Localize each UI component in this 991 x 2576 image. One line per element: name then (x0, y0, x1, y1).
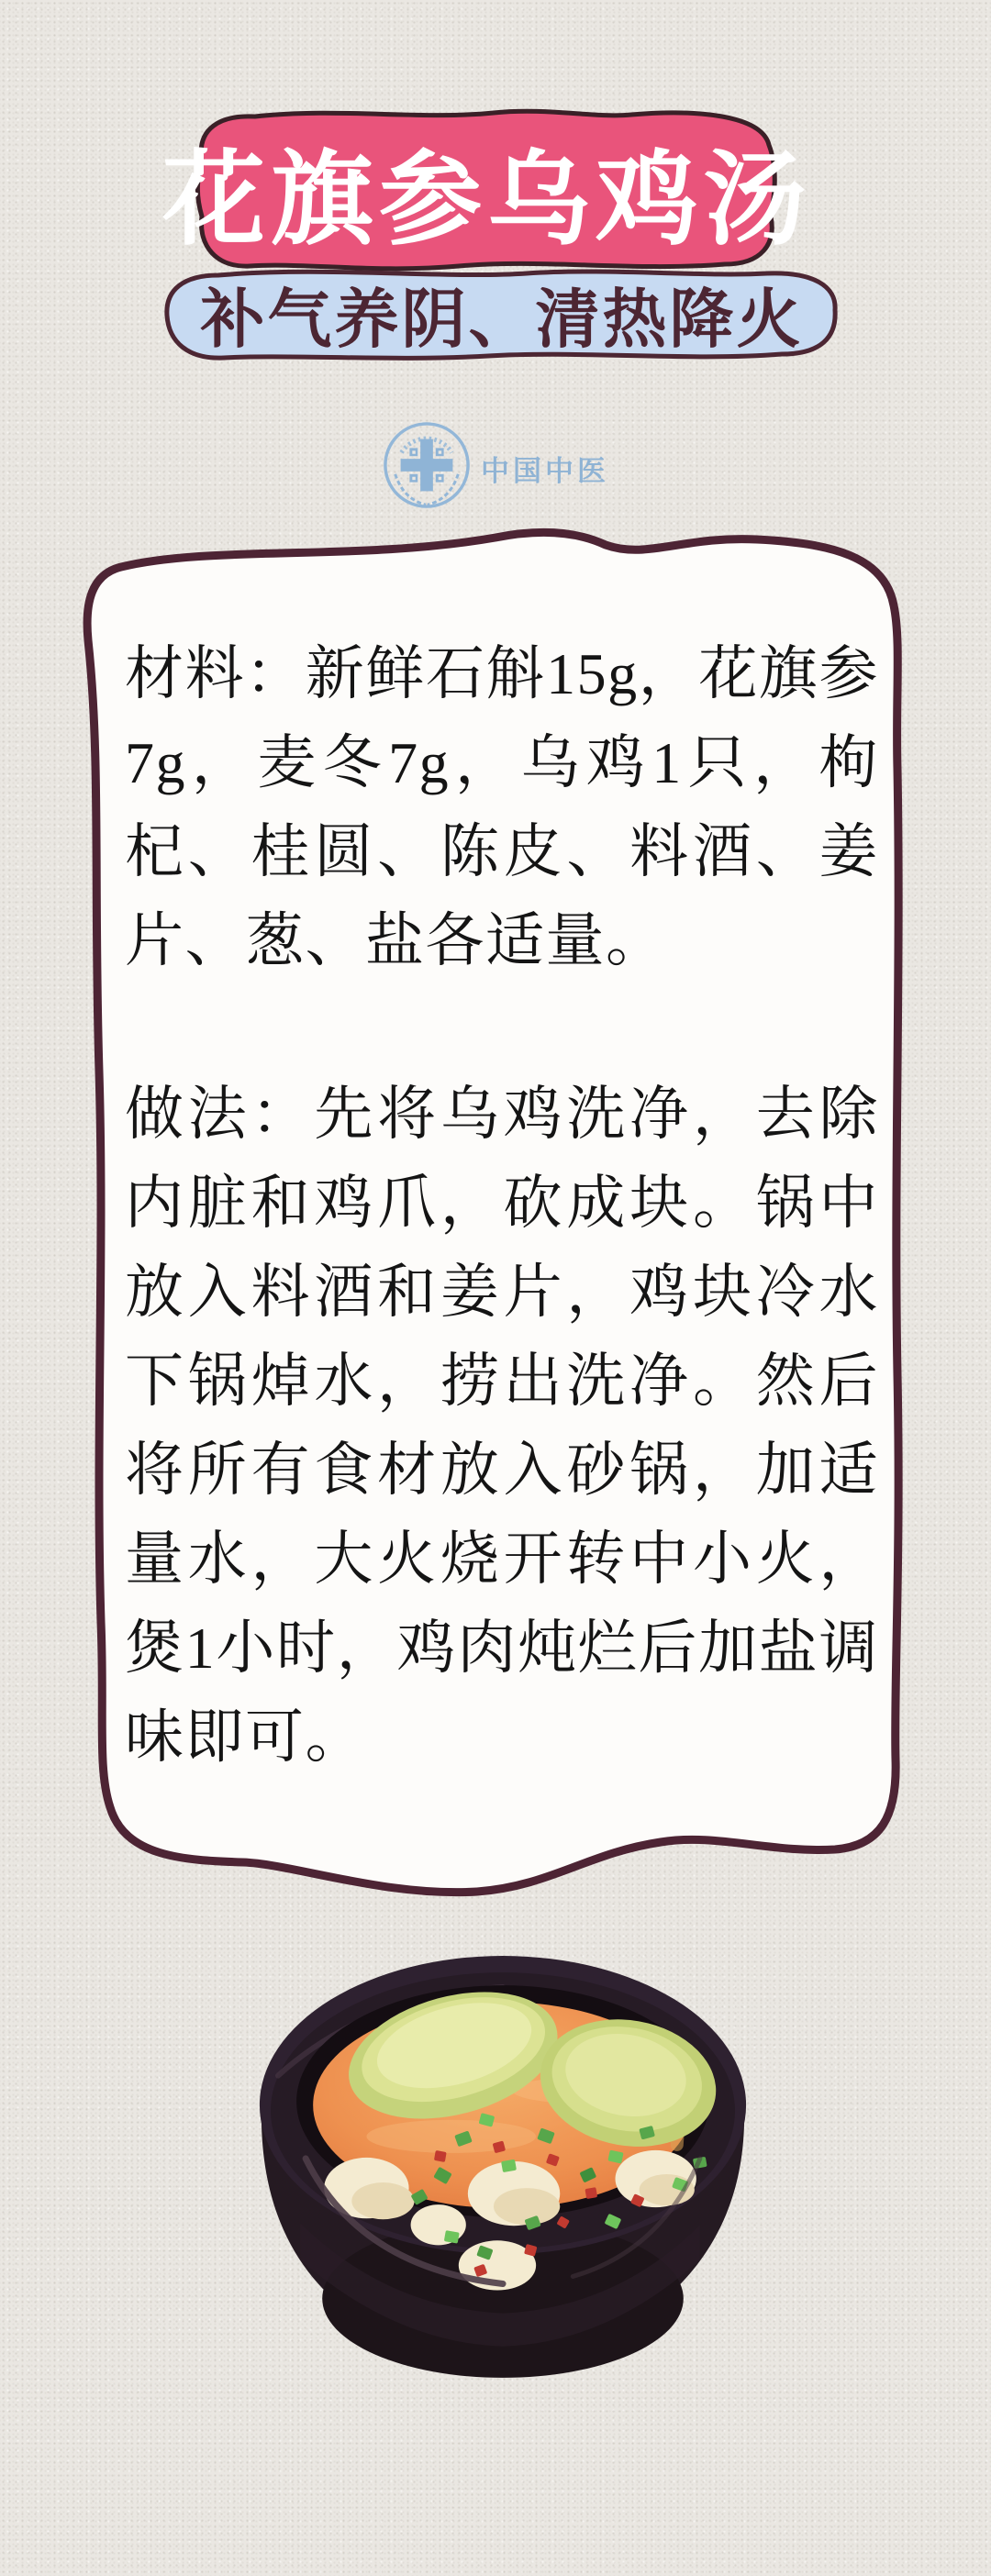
steps-text: 做法：先将乌鸡洗净，去除内脏和鸡爪，砍成块。锅中放入料酒和姜片，鸡块冷水下锅焯水，捞出洗净。然后将所有食材放入砂锅，加适量水，大火烧开转中小火，煲1小时，鸡肉炖烂后加盐调味即可。 (125, 1082, 879, 1770)
materials-text: 材料：新鲜石斛15g，花旗参7g，麦冬7g，乌鸡1只，枸杞、桂圆、陈皮、料酒、姜片、葱、盐各适量。 (125, 641, 879, 973)
clay-pot-svg (220, 1947, 785, 2398)
logo-row (0, 415, 991, 516)
recipe-text-block (125, 629, 879, 1782)
subtitle-banner (141, 261, 863, 369)
subtitle-text: 补气养阴、清热降火 (200, 283, 804, 355)
title-banner (163, 103, 811, 283)
logo-text: 中国中医 (481, 454, 609, 487)
tcm-cross-emblem-icon (382, 420, 472, 510)
clay-pot-illustration (220, 1947, 785, 2398)
title-text: 花旗参乌鸡汤 (162, 141, 812, 257)
recipe-card (73, 521, 927, 1906)
